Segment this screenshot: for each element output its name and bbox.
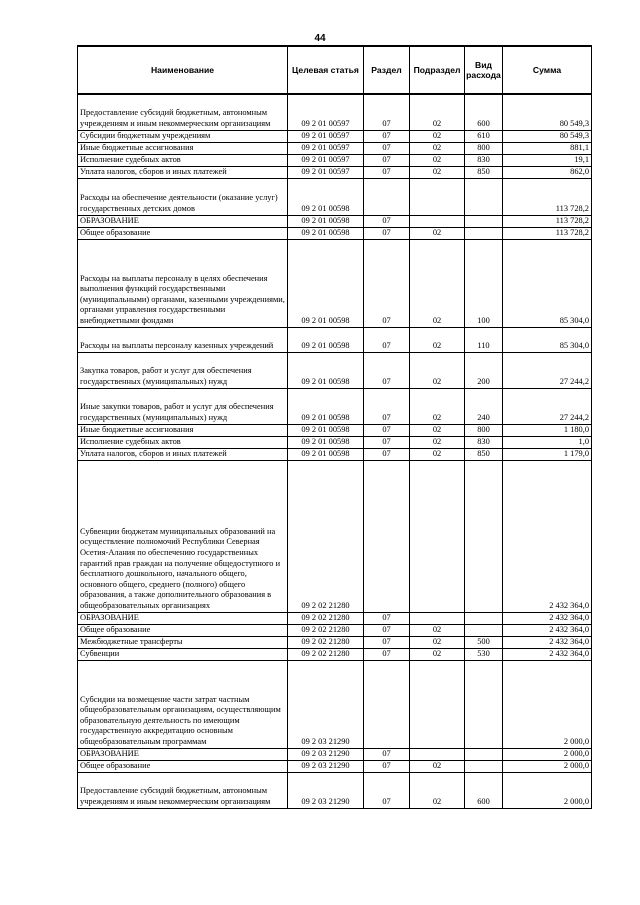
row-subsection: 02 — [410, 436, 465, 448]
row-name: Уплата налогов, сборов и иных платежей — [78, 448, 288, 460]
row-name: Расходы на обеспечение деятельности (оказание услуг) государственных детских домов — [78, 178, 288, 215]
row-name: Субвенции бюджетам муниципальных образований на осуществление полномочий Республики Северная Осетия-Алания по обеспечению государственных гарантий прав граждан на получение общедоступного и бесплатного дошкольного, начального общего, основного общего, среднего (полного) общего образования, а также дополнительного образования в общеобразовательных организациях — [78, 460, 288, 612]
row-target-article: 09 2 01 00597 — [288, 94, 364, 130]
row-expense-type: 830 — [465, 436, 503, 448]
header-sum: Сумма — [503, 46, 592, 94]
row-section: 07 — [364, 94, 410, 130]
table-row — [78, 612, 592, 624]
header-expense-type: Вид расхода — [465, 46, 503, 94]
row-name: Расходы на выплаты персоналу в целях обеспечения выполнения функций государственными (муниципальными) органами, казенными учреждениями, органами управления государственными внебюджетными фондами — [78, 239, 288, 327]
row-sum: 2 000,0 — [503, 660, 592, 748]
row-section: 07 — [364, 388, 410, 424]
row-name: Иные закупки товаров, работ и услуг для обеспечения государственных (муниципальных) нужд — [78, 388, 288, 424]
row-section: 07 — [364, 636, 410, 648]
row-sum: 2 000,0 — [503, 760, 592, 772]
row-sum: 113 728,2 — [503, 215, 592, 227]
row-name: ОБРАЗОВАНИЕ — [78, 215, 288, 227]
row-target-article: 09 2 02 21280 — [288, 624, 364, 636]
row-section — [364, 660, 410, 748]
table-row — [78, 624, 592, 636]
table-row — [78, 239, 592, 327]
row-target-article: 09 2 03 21290 — [288, 760, 364, 772]
table-row — [78, 424, 592, 436]
table-row — [78, 636, 592, 648]
row-section: 07 — [364, 424, 410, 436]
row-name: Общее образование — [78, 227, 288, 239]
row-subsection — [410, 748, 465, 760]
row-section: 07 — [364, 624, 410, 636]
row-name: Межбюджетные трансферты — [78, 636, 288, 648]
row-section: 07 — [364, 166, 410, 178]
row-target-article: 09 2 01 00598 — [288, 388, 364, 424]
row-name: ОБРАЗОВАНИЕ — [78, 612, 288, 624]
row-target-article: 09 2 03 21290 — [288, 660, 364, 748]
table-row — [78, 388, 592, 424]
row-sum: 862,0 — [503, 166, 592, 178]
row-name: Общее образование — [78, 760, 288, 772]
row-subsection: 02 — [410, 352, 465, 388]
row-subsection: 02 — [410, 624, 465, 636]
row-sum: 1,0 — [503, 436, 592, 448]
row-sum: 2 432 364,0 — [503, 612, 592, 624]
row-target-article: 09 2 02 21280 — [288, 636, 364, 648]
row-subsection — [410, 612, 465, 624]
row-expense-type — [465, 178, 503, 215]
row-target-article: 09 2 01 00597 — [288, 166, 364, 178]
row-expense-type — [465, 612, 503, 624]
row-expense-type — [465, 624, 503, 636]
row-expense-type: 500 — [465, 636, 503, 648]
row-sum: 113 728,2 — [503, 178, 592, 215]
row-name: Субвенции — [78, 648, 288, 660]
row-sum: 27 244,2 — [503, 388, 592, 424]
row-subsection: 02 — [410, 448, 465, 460]
table-row — [78, 178, 592, 215]
row-section: 07 — [364, 215, 410, 227]
row-section: 07 — [364, 130, 410, 142]
row-target-article: 09 2 01 00598 — [288, 424, 364, 436]
row-expense-type — [465, 760, 503, 772]
row-name: Закупка товаров, работ и услуг для обеспечения государственных (муниципальных) нужд — [78, 352, 288, 388]
row-sum: 113 728,2 — [503, 227, 592, 239]
row-sum: 85 304,0 — [503, 239, 592, 327]
row-subsection — [410, 215, 465, 227]
row-expense-type: 530 — [465, 648, 503, 660]
table-row — [78, 327, 592, 352]
row-subsection: 02 — [410, 130, 465, 142]
row-section: 07 — [364, 154, 410, 166]
row-sum: 2 432 364,0 — [503, 624, 592, 636]
row-expense-type: 100 — [465, 239, 503, 327]
header-section: Раздел — [364, 46, 410, 94]
row-sum: 2 000,0 — [503, 748, 592, 760]
row-section: 07 — [364, 448, 410, 460]
row-target-article: 09 2 02 21280 — [288, 648, 364, 660]
row-target-article: 09 2 01 00597 — [288, 142, 364, 154]
header-target-article: Целевая статья — [288, 46, 364, 94]
table-row — [78, 760, 592, 772]
page-number: 44 — [314, 33, 326, 44]
header-subsection: Подраздел — [410, 46, 465, 94]
row-expense-type — [465, 215, 503, 227]
row-expense-type: 200 — [465, 352, 503, 388]
row-sum: 80 549,3 — [503, 130, 592, 142]
row-expense-type: 850 — [465, 448, 503, 460]
row-expense-type: 600 — [465, 772, 503, 808]
row-name: Общее образование — [78, 624, 288, 636]
row-sum: 2 432 364,0 — [503, 648, 592, 660]
table-row — [78, 660, 592, 748]
row-section: 07 — [364, 436, 410, 448]
row-sum: 2 000,0 — [503, 772, 592, 808]
row-section: 07 — [364, 772, 410, 808]
row-subsection: 02 — [410, 154, 465, 166]
table-row — [78, 227, 592, 239]
table-row — [78, 130, 592, 142]
row-subsection: 02 — [410, 166, 465, 178]
table-row — [78, 460, 592, 612]
row-section: 07 — [364, 760, 410, 772]
row-target-article: 09 2 01 00598 — [288, 352, 364, 388]
header-name: Наименование — [78, 46, 288, 94]
table-row — [78, 772, 592, 808]
row-name: Иные бюджетные ассигнования — [78, 142, 288, 154]
row-target-article: 09 2 01 00598 — [288, 436, 364, 448]
row-sum: 1 179,0 — [503, 448, 592, 460]
row-name: Субсидии бюджетным учреждениям — [78, 130, 288, 142]
row-name: ОБРАЗОВАНИЕ — [78, 748, 288, 760]
row-target-article: 09 2 01 00598 — [288, 227, 364, 239]
row-subsection: 02 — [410, 142, 465, 154]
row-sum: 1 180,0 — [503, 424, 592, 436]
table-row — [78, 215, 592, 227]
row-sum: 881,1 — [503, 142, 592, 154]
row-section: 07 — [364, 612, 410, 624]
row-subsection: 02 — [410, 327, 465, 352]
table-row — [78, 154, 592, 166]
row-section: 07 — [364, 239, 410, 327]
row-target-article: 09 2 01 00598 — [288, 215, 364, 227]
table-body — [78, 94, 592, 808]
row-name: Иные бюджетные ассигнования — [78, 424, 288, 436]
row-subsection — [410, 660, 465, 748]
row-expense-type: 600 — [465, 94, 503, 130]
row-name: Субсидии на возмещение части затрат частным общеобразовательным организациям, осуществляющим образовательную деятельность по имеющим государственную аккредитацию основным общеобразовательным программам — [78, 660, 288, 748]
row-section — [364, 178, 410, 215]
row-section: 07 — [364, 352, 410, 388]
row-section: 07 — [364, 142, 410, 154]
row-subsection: 02 — [410, 227, 465, 239]
row-target-article: 09 2 01 00598 — [288, 239, 364, 327]
row-sum: 19,1 — [503, 154, 592, 166]
row-subsection: 02 — [410, 239, 465, 327]
row-target-article: 09 2 01 00598 — [288, 448, 364, 460]
row-name: Предоставление субсидий бюджетным, автономным учреждениям и иным некоммерческим организациям — [78, 94, 288, 130]
row-target-article: 09 2 02 21280 — [288, 612, 364, 624]
budget-table — [77, 45, 592, 809]
row-expense-type: 850 — [465, 166, 503, 178]
row-name: Исполнение судебных актов — [78, 436, 288, 448]
row-subsection — [410, 178, 465, 215]
row-target-article: 09 2 01 00598 — [288, 327, 364, 352]
table-row — [78, 748, 592, 760]
row-expense-type: 240 — [465, 388, 503, 424]
row-expense-type: 800 — [465, 424, 503, 436]
row-expense-type — [465, 748, 503, 760]
row-subsection: 02 — [410, 388, 465, 424]
row-sum: 27 244,2 — [503, 352, 592, 388]
row-subsection: 02 — [410, 94, 465, 130]
table-row — [78, 94, 592, 130]
row-expense-type — [465, 660, 503, 748]
row-target-article: 09 2 01 00597 — [288, 154, 364, 166]
row-section: 07 — [364, 327, 410, 352]
table-row — [78, 352, 592, 388]
table-row — [78, 436, 592, 448]
row-sum: 2 432 364,0 — [503, 636, 592, 648]
row-expense-type — [465, 227, 503, 239]
row-expense-type: 610 — [465, 130, 503, 142]
row-target-article: 09 2 02 21280 — [288, 460, 364, 612]
row-section: 07 — [364, 748, 410, 760]
row-name: Расходы на выплаты персоналу казенных учреждений — [78, 327, 288, 352]
row-target-article: 09 2 03 21290 — [288, 772, 364, 808]
row-section: 07 — [364, 227, 410, 239]
row-target-article: 09 2 03 21290 — [288, 748, 364, 760]
row-subsection: 02 — [410, 760, 465, 772]
row-subsection: 02 — [410, 424, 465, 436]
row-target-article: 09 2 01 00597 — [288, 130, 364, 142]
row-target-article: 09 2 01 00598 — [288, 178, 364, 215]
row-name: Уплата налогов, сборов и иных платежей — [78, 166, 288, 178]
row-section: 07 — [364, 648, 410, 660]
row-expense-type — [465, 460, 503, 612]
table-row — [78, 166, 592, 178]
row-subsection — [410, 460, 465, 612]
row-subsection: 02 — [410, 772, 465, 808]
row-expense-type: 800 — [465, 142, 503, 154]
row-section — [364, 460, 410, 612]
row-name: Предоставление субсидий бюджетным, автономным учреждениям и иным некоммерческим организациям — [78, 772, 288, 808]
row-subsection: 02 — [410, 636, 465, 648]
row-sum: 2 432 364,0 — [503, 460, 592, 612]
row-sum: 80 549,3 — [503, 94, 592, 130]
row-subsection: 02 — [410, 648, 465, 660]
row-name: Исполнение судебных актов — [78, 154, 288, 166]
table-row — [78, 648, 592, 660]
table-row — [78, 142, 592, 154]
row-sum: 85 304,0 — [503, 327, 592, 352]
table-row — [78, 448, 592, 460]
table-header-row — [78, 46, 592, 94]
row-expense-type: 110 — [465, 327, 503, 352]
row-expense-type: 830 — [465, 154, 503, 166]
